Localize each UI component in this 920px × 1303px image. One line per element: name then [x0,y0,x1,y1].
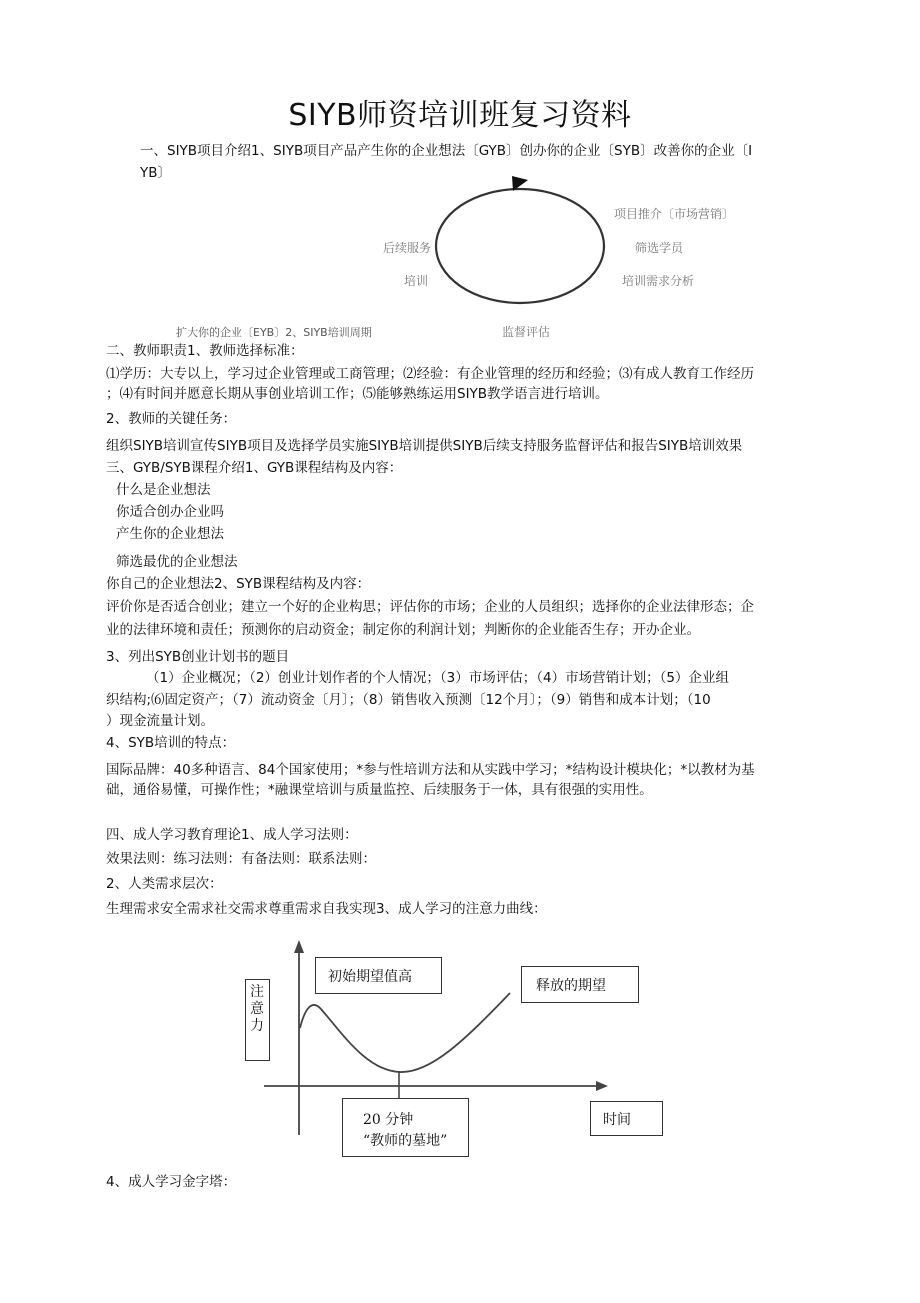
pyramid-heading: 4、成人学习金字塔： [106,1174,237,1190]
plan-heading: 3、列出SYB创业计划书的题目 [106,649,290,665]
cycle-caption: 扩大你的企业〔EYB〕2、SIYB培训周期 [176,326,372,339]
teacher-grave-label: “教师的墓地” [363,1133,448,1149]
tasks-heading: 2、教师的关键任务： [106,411,237,427]
plan-line-1: （1）企业概况；（2）创业计划作者的个人情况；（3）市场评估；（4）市场营销计划；（5）企业组 [146,670,729,686]
time-label: 时间 [603,1112,631,1128]
gyb-item: 什么是企业想法 [116,482,211,498]
criteria-line-2: ；⑷有时间并愿意长期从事创业培训工作；⑸能够熟练运用SIYB教学语言进行培训。 [106,386,609,402]
plan-line-2: 织结构;⑹固定资产；（7）流动资金〔月〕；（8）销售收入预测〔12个月〕；（9）销售和成本计划；（10 [106,692,711,708]
cycle-training: 培训 [404,274,429,288]
minute-label: 20 分钟 [363,1112,414,1128]
ylabel-char: 意 [250,1001,264,1017]
syb-heading: 你自己的企业想法2、SYB课程结构及内容： [106,576,371,592]
learning-laws: 效果法则：练习法则：有备法则：联系法则： [106,851,376,867]
tasks-text: 组织SIYB培训宣传SIYB项目及选择学员实施SIYB培训提供SIYB后续支持服务监督评估和报告SIYB培训效果 [106,438,743,454]
time-box [590,1101,663,1136]
criteria-line-1: ⑴学历：大专以上，学习过企业管理或工商管理；⑵经验：有企业管理的经历和经验；⑶有成人教育工作经历 [106,366,754,382]
gyb-item: 产生你的企业想法 [116,526,224,542]
release-expectation-label: 释放的期望 [536,978,606,994]
features-line-2: 础，通俗易懂，可操作性；*融课堂培训与质量监控、后续服务于一体，具有很强的实用性。 [106,782,653,798]
teacher-grave-box [342,1098,469,1157]
syb-line-2: 业的法律环境和责任；预测你的启动资金；制定你的利润计划；判断你的企业能否生存；开办企业。 [106,622,700,638]
needs-heading: 2、人类需求层次： [106,876,223,892]
initial-expectation-box [315,957,442,994]
y-axis-arrowhead [294,940,304,953]
initial-expectation-label: 初始期望值高 [328,969,412,985]
ylabel-box [245,979,270,1061]
section2-heading: 二、教师职责1、教师选择标准： [106,343,304,359]
x-axis-arrowhead [596,1081,608,1091]
attention-curve [300,993,510,1072]
gyb-item: 筛选最优的企业想法 [116,554,238,570]
ylabel-char: 力 [250,1018,264,1034]
needs-text: 生理需求安全需求社交需求尊重需求自我实现3、成人学习的注意力曲线： [106,901,547,917]
section4-heading: 四、成人学习教育理论1、成人学习法则： [106,827,358,843]
release-expectation-box [521,966,639,1003]
intro-line-1: 一、SIYB项目介绍1、SIYB项目产品产生你的企业想法〔GYB〕创办你的企业〔SYB〕改善你的企业〔I [140,143,753,159]
cycle-select: 筛选学员 [635,241,684,255]
section3-heading: 三、GYB/SYB课程介绍1、GYB课程结构及内容： [106,460,403,476]
page-title: SIYB师资培训班复习资料 [288,98,632,133]
plan-line-3: ）现金流量计划。 [106,713,214,729]
cycle-monitor: 监督评估 [502,325,551,339]
ylabel-char: 注 [250,984,264,1000]
cycle-promotion: 项目推介〔市场营销〕 [614,207,735,221]
intro-line-2: YB〕 [140,165,172,181]
features-line-1: 国际品牌：40多种语言、84个国家使用；*参与性培训方法和从实践中学习；*结构设计模块化；*以教材为基 [106,762,755,778]
syb-line-1: 评价你是否适合创业；建立一个好的企业构思；评估你的市场；企业的人员组织；选择你的企业法律形态；企 [106,599,754,615]
cycle-followup: 后续服务 [383,241,432,255]
cycle-needs-analysis: 培训需求分析 [622,274,695,288]
features-heading: 4、SYB培训的特点： [106,735,236,751]
gyb-item: 你适合创办企业吗 [116,504,224,520]
